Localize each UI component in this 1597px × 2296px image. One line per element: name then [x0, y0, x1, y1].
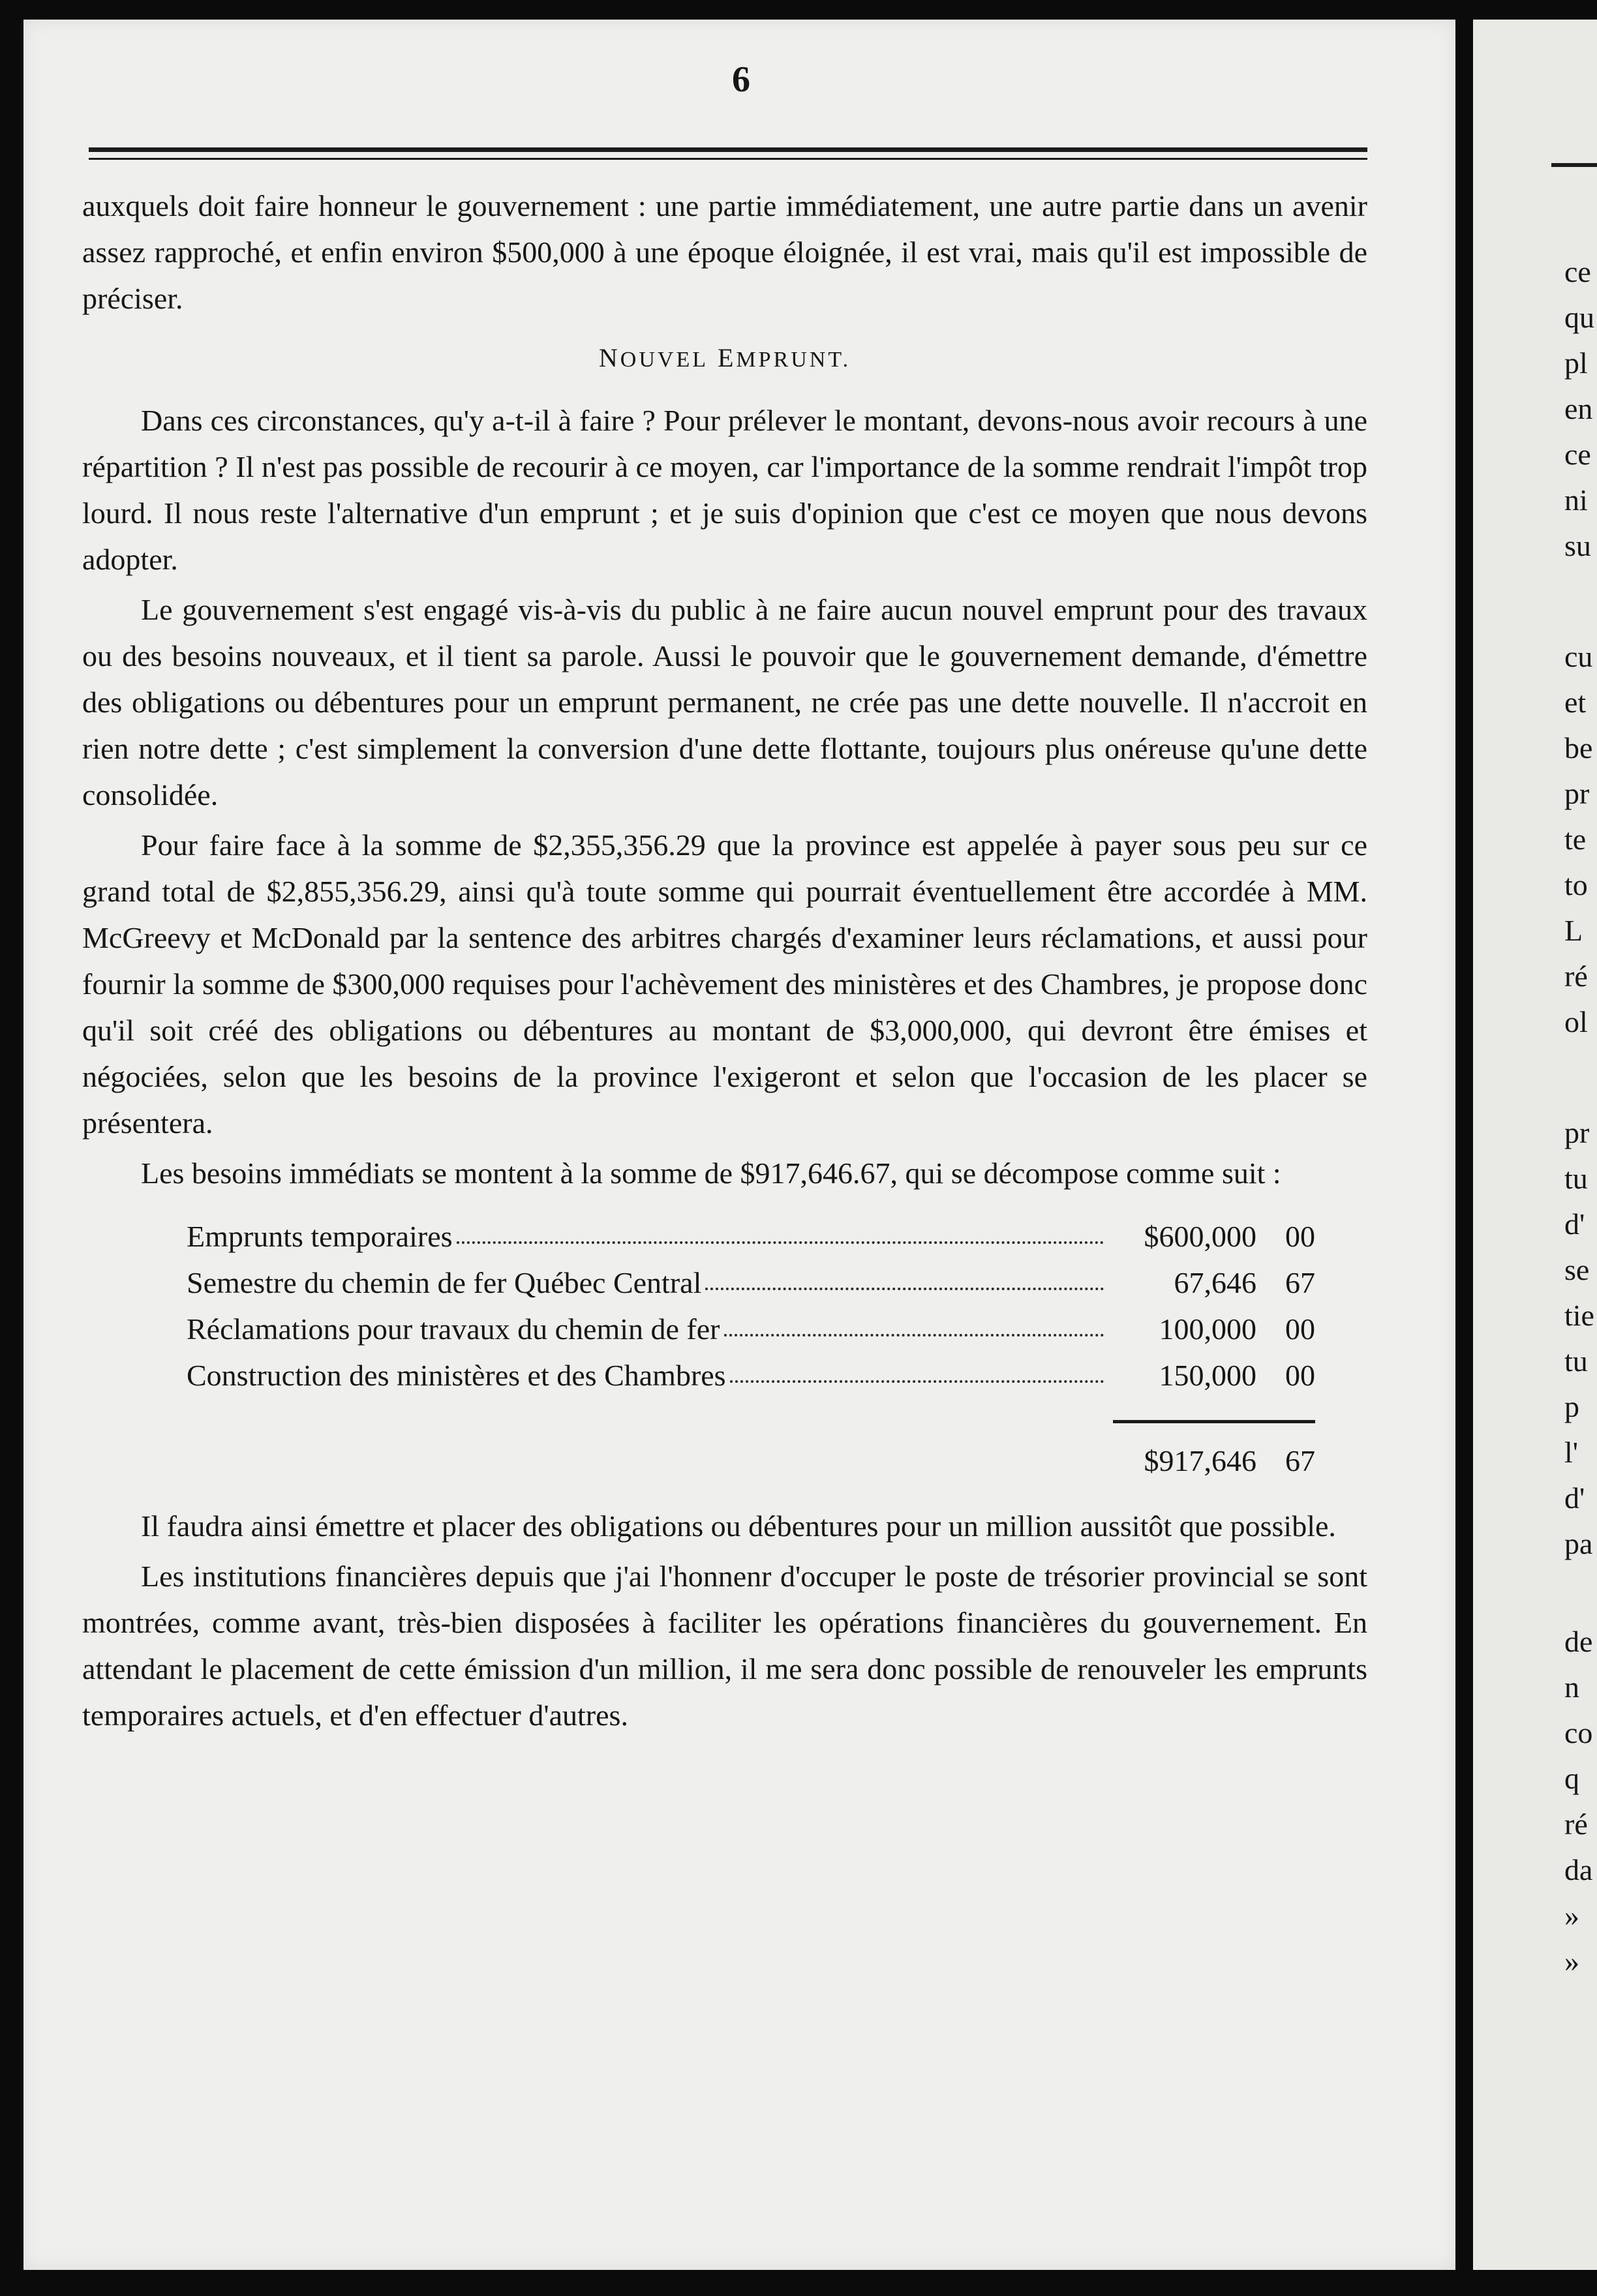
- adjacent-page-fragment: tu: [1564, 1162, 1588, 1195]
- adjacent-page-fragment: de: [1564, 1625, 1593, 1658]
- item-cents: 00: [1285, 1359, 1315, 1392]
- header-rule-thick: [89, 147, 1367, 152]
- adjacent-page-fragment: su: [1564, 529, 1591, 562]
- item-cents: 00: [1285, 1312, 1315, 1346]
- dot-leader: [457, 1241, 1104, 1244]
- item-amount: 100,000: [1159, 1312, 1256, 1346]
- paragraph-7: Les institutions financières depuis que j'ai l'honnenr d'occuper le poste de trésorier provincial se sont montrées, comme avant, très-bien disposées à faciliter les opérations financières du gouvernement. En attendant le placement de cette émission d'un million, il me sera donc possible de renouveler les emprunts temporaires actuels, et d'en effectuer d'autres.: [82, 1560, 1367, 1732]
- adjacent-page-fragment: ce: [1564, 255, 1591, 288]
- adjacent-page-fragment: tie: [1564, 1299, 1594, 1332]
- adjacent-page-rule: [1551, 163, 1597, 167]
- paragraph-5: Les besoins immédiats se montent à la somme de $917,646.67, qui se décompose comme suit :: [141, 1156, 1281, 1190]
- adjacent-page-fragment: d': [1564, 1207, 1585, 1241]
- item-cents: 67: [1285, 1266, 1315, 1299]
- heading-cap-2: E: [717, 343, 737, 372]
- adjacent-page-fragment: tu: [1564, 1344, 1588, 1378]
- table-row: [187, 1213, 1315, 1260]
- dot-leader: [705, 1288, 1104, 1290]
- adjacent-page-fragment: pa: [1564, 1527, 1593, 1560]
- document-page: [23, 20, 1455, 2270]
- adjacent-page-fragment: »: [1564, 1944, 1579, 1978]
- item-label: Semestre du chemin de fer Québec Central: [187, 1266, 702, 1299]
- loan-breakdown-table: [187, 1213, 1315, 1490]
- item-amount: 67,646: [1174, 1266, 1256, 1299]
- adjacent-page-fragment: se: [1564, 1253, 1590, 1286]
- adjacent-page-fragment: to: [1564, 868, 1588, 901]
- adjacent-page-fragment: l': [1564, 1436, 1579, 1469]
- item-label: Réclamations pour travaux du chemin de fer: [187, 1312, 720, 1346]
- paragraph-3: Le gouvernement s'est engagé vis-à-vis du public à ne faire aucun nouvel emprunt pour des travaux ou des besoins nouveaux, et il tient sa parole. Aussi le pouvoir que le gouvernement demande, d'émettre des obligations ou débentures pour un emprunt permanent, ne crée pas une dette nouvelle. Il n'accroit en rien notre dette ; c'est simplement la conversion d'une dette flottante, toujours plus onéreuse qu'une dette consolidée.: [82, 593, 1367, 811]
- adjacent-page-fragment: d': [1564, 1481, 1585, 1515]
- adjacent-page-fragment: co: [1564, 1716, 1593, 1749]
- adjacent-page-fragment: pr: [1564, 1116, 1590, 1149]
- paragraph-4: Pour faire face à la somme de $2,355,356.29 que la province est appelée à payer sous peu sur ce grand total de $2,855,356.29, ainsi qu'à toute somme qui pourrait éventuellement être accordée à MM. McGreevy et McDonald par la sentence des arbitres chargés d'examiner leurs réclamations, et aussi pour fournir la somme de $300,000 requises pour l'achèvement des ministères et des Chambres, je propose donc qu'il soit créé des obligations ou débentures au montant de $3,000,000, qui devront être émises et négociées, selon que les besoins de la province l'exigeront et selon que l'occasion de les placer se présentera.: [82, 828, 1367, 1140]
- sum-rule-row: [187, 1398, 1315, 1431]
- adjacent-page-fragment: qu: [1564, 301, 1594, 334]
- adjacent-page-fragment: da: [1564, 1853, 1593, 1886]
- adjacent-page-fragment: en: [1564, 392, 1593, 425]
- paragraph-2: Dans ces circonstances, qu'y a-t-il à faire ? Pour prélever le montant, devons-nous avoir recours à une répartition ? Il n'est pas possible de recourir à ce moyen, car l'importance de la somme rendrait l'impôt trop lourd. Il nous reste l'alternative d'un emprunt ; et je suis d'opinion que c'est ce moyen que nous devons adopter.: [82, 404, 1367, 576]
- adjacent-page-fragment: q: [1564, 1762, 1579, 1795]
- adjacent-page-fragment: n: [1564, 1670, 1579, 1704]
- adjacent-page-fragment: ré: [1564, 1807, 1588, 1841]
- table-row: [187, 1306, 1315, 1352]
- adjacent-page-fragment: ré: [1564, 959, 1588, 993]
- paragraph-6: Il faudra ainsi émettre et placer des obligations ou débentures pour un million aussitôt que possible.: [141, 1509, 1336, 1543]
- adjacent-page-fragment: be: [1564, 731, 1593, 764]
- item-label: Construction des ministères et des Chambres: [187, 1359, 726, 1392]
- adjacent-page-fragment: cu: [1564, 640, 1593, 673]
- item-cents: 00: [1285, 1220, 1315, 1253]
- adjacent-page-fragment: et: [1564, 686, 1587, 719]
- total-amount: $917,646: [1144, 1443, 1256, 1477]
- dot-leader: [730, 1380, 1104, 1383]
- total-row: [187, 1431, 1315, 1490]
- adjacent-page-fragment: ni: [1564, 483, 1588, 517]
- table-row: [187, 1260, 1315, 1306]
- text-body: [82, 183, 1367, 1742]
- paragraph-1: auxquels doit faire honneur le gouvernement : une partie immédiatement, une autre partie dans un avenir assez rapproché, et enfin environ $500,000 à une époque éloignée, il est vrai, mais qu'il est impossible de préciser.: [82, 189, 1367, 315]
- adjacent-page-fragment: ol: [1564, 1005, 1588, 1038]
- adjacent-page-fragment: ce: [1564, 438, 1591, 471]
- adjacent-page-fragment: p: [1564, 1390, 1579, 1423]
- total-cents: 67: [1285, 1443, 1315, 1477]
- heading-cap-1: N: [598, 343, 620, 372]
- sum-rule: [1113, 1420, 1315, 1423]
- page-number: 6: [732, 59, 750, 100]
- adjacent-page-fragment: pl: [1564, 346, 1588, 380]
- item-amount: $600,000: [1144, 1220, 1256, 1253]
- adjacent-page-fragment: L: [1564, 914, 1583, 947]
- heading-word-1: OUVEL: [620, 348, 708, 372]
- section-heading-nouvel-emprunt: [82, 335, 1367, 383]
- adjacent-page-fragment: pr: [1564, 777, 1590, 810]
- dot-leader: [724, 1334, 1104, 1337]
- adjacent-page-fragment: te: [1564, 823, 1587, 856]
- adjacent-page-edge: [1473, 20, 1597, 2270]
- adjacent-page-fragment: »: [1564, 1899, 1579, 1932]
- heading-word-2: MPRUNT.: [736, 348, 851, 372]
- header-rule-thin: [89, 158, 1367, 160]
- item-amount: 150,000: [1159, 1359, 1256, 1392]
- item-label: Emprunts temporaires: [187, 1220, 453, 1253]
- table-row: [187, 1352, 1315, 1398]
